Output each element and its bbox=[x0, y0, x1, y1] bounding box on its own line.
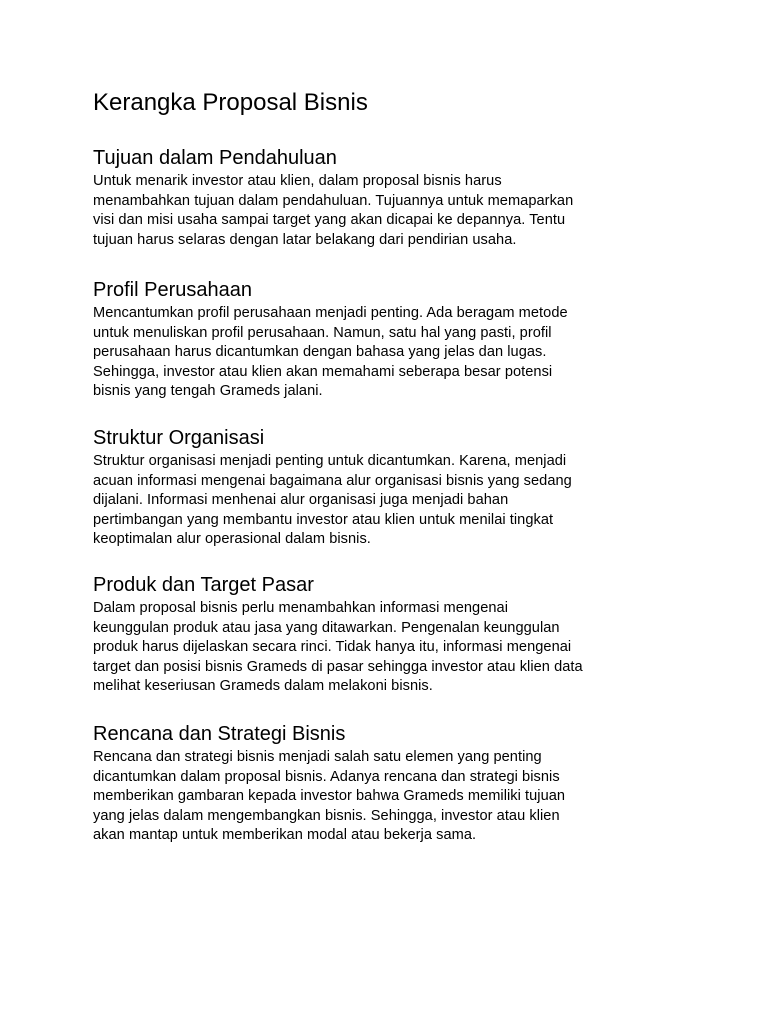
body-line: Mencantumkan profil perusahaan menjadi penting. Ada beragam metode bbox=[93, 305, 568, 321]
section-body bbox=[93, 452, 693, 550]
body-line: acuan informasi mengenai bagaimana alur organisasi bisnis yang sedang bbox=[93, 472, 572, 489]
section-heading: Tujuan dalam Pendahuluan bbox=[93, 147, 337, 169]
body-line: Rencana dan strategi bisnis menjadi salah satu elemen yang penting bbox=[93, 749, 542, 765]
section-body bbox=[93, 304, 693, 402]
section-tujuan-pendahuluan bbox=[93, 146, 693, 250]
section-body bbox=[93, 748, 693, 846]
section-heading: Produk dan Target Pasar bbox=[93, 574, 314, 596]
body-line: yang jelas dalam mengembangkan bisnis. Sehingga, investor atau klien bbox=[93, 807, 560, 824]
body-line: produk harus dijelaskan secara rinci. Tidak hanya itu, informasi mengenai bbox=[93, 639, 572, 655]
document-title: Kerangka Proposal Bisnis bbox=[93, 89, 368, 116]
body-line: Sehingga, investor atau klien akan memahami seberapa besar potensi bbox=[93, 363, 553, 380]
body-line: target dan posisi bisnis Grameds di pasar sehingga investor atau klien data bbox=[93, 658, 583, 675]
body-line: keunggulan produk atau jasa yang ditawarkan. Pengenalan keunggulan bbox=[93, 619, 560, 636]
body-line: bisnis yang tengah Grameds jalani. bbox=[93, 383, 323, 399]
body-line: dicantumkan dalam proposal bisnis. Adanya rencana dan strategi bisnis bbox=[93, 768, 560, 785]
section-body bbox=[93, 172, 693, 250]
section-heading: Profil Perusahaan bbox=[93, 279, 252, 301]
body-line: memberikan gambaran kepada investor bahwa Grameds memiliki tujuan bbox=[93, 788, 566, 804]
section-heading: Struktur Organisasi bbox=[93, 427, 265, 449]
section-profil-perusahaan bbox=[93, 278, 693, 402]
section-struktur-organisasi bbox=[93, 426, 693, 550]
section-produk-target-pasar bbox=[93, 573, 693, 697]
body-line: menambahkan tujuan dalam pendahuluan. Tujuannya untuk memaparkan bbox=[93, 192, 574, 209]
section-body bbox=[93, 599, 693, 697]
body-line: keoptimalan alur operasional dalam bisnis. bbox=[93, 531, 371, 547]
section-rencana-strategi-bisnis bbox=[93, 722, 693, 846]
section-heading: Rencana dan Strategi Bisnis bbox=[93, 723, 346, 745]
body-line: Untuk menarik investor atau klien, dalam proposal bisnis harus bbox=[93, 173, 502, 189]
body-line: akan mantap untuk memberikan modal atau bekerja sama. bbox=[93, 827, 477, 843]
body-line: pertimbangan yang membantu investor atau klien untuk menilai tingkat bbox=[93, 511, 554, 528]
body-line: Struktur organisasi menjadi penting untuk dicantumkan. Karena, menjadi bbox=[93, 453, 567, 469]
body-line: melihat keseriusan Grameds dalam melakoni bisnis. bbox=[93, 678, 433, 694]
body-line: untuk menuliskan profil perusahaan. Namun, satu hal yang pasti, profil bbox=[93, 324, 552, 341]
body-line: dijalani. Informasi menhenai alur organisasi juga menjadi bahan bbox=[93, 492, 509, 508]
body-line: tujuan harus selaras dengan latar belakang dari pendirian usaha. bbox=[93, 231, 517, 248]
body-line: perusahaan harus dicantumkan dengan bahasa yang jelas dan lugas. bbox=[93, 344, 547, 360]
body-line: visi dan misi usaha sampai target yang akan dicapai ke depannya. Tentu bbox=[93, 212, 566, 228]
body-line: Dalam proposal bisnis perlu menambahkan informasi mengenai bbox=[93, 600, 508, 616]
